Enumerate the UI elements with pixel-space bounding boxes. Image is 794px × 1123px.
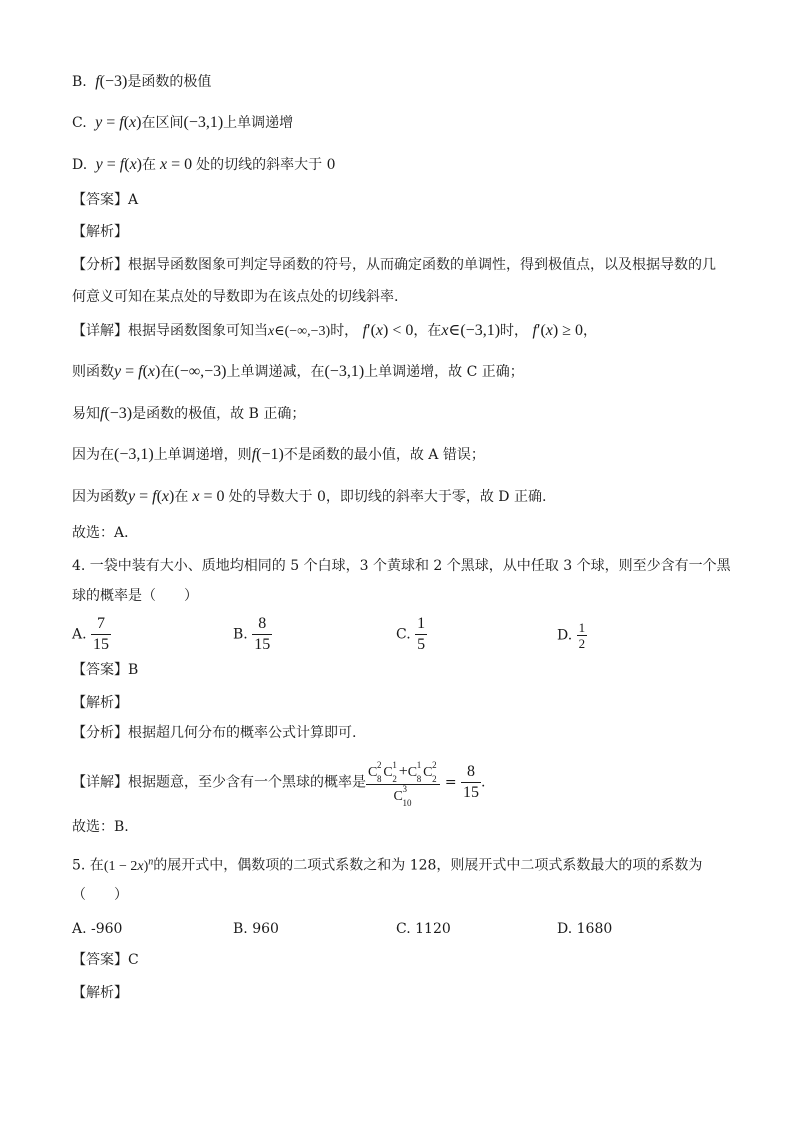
- numerator: 1: [578, 620, 586, 635]
- option-label: C.: [396, 921, 411, 937]
- analysis-label: 【解析】: [72, 695, 128, 711]
- mono-t2: 在: [160, 364, 175, 380]
- option-d-line: [72, 155, 336, 175]
- option-d-value: 0: [326, 157, 336, 173]
- math-f-neg1: f(−1): [251, 446, 284, 463]
- analysis-label: 【解析】: [72, 224, 128, 240]
- q5-option-c: [396, 919, 451, 939]
- numerator: 7: [91, 614, 111, 635]
- math-x-eq-0: x = 0: [188, 488, 225, 505]
- question-5-line2: （ ）: [72, 887, 128, 903]
- option-label: C.: [72, 115, 87, 131]
- analysis-text-line2: 何意义可知在某点处的导数即为在该点处的切线斜率.: [72, 289, 399, 305]
- denominator: 2: [578, 636, 586, 651]
- q4-option-c: [396, 614, 427, 655]
- q4-option-b: [233, 614, 272, 655]
- mono-t4: 上单调递增，故 C 正确；: [364, 364, 524, 380]
- q5-prefix: 5. 在: [72, 857, 104, 874]
- q5-option-b: [233, 919, 279, 939]
- answer-label: 【答案】B: [72, 662, 139, 678]
- option-d-text1: 在: [142, 157, 156, 173]
- option-b-line: [72, 72, 211, 92]
- choose-line-2: 故选：B.: [72, 819, 129, 835]
- option-value: 1680: [576, 921, 613, 937]
- math-y-fx: y = f(x): [128, 488, 175, 505]
- detail-2-prefix: 【详解】根据题意，至少含有一个黑球的概率是: [72, 774, 366, 791]
- numerator: 8: [252, 614, 272, 635]
- choose-line-1: 故选：A．: [72, 525, 139, 541]
- detail-mid2: ，在: [413, 323, 442, 339]
- q4-option-a: [72, 614, 111, 655]
- mono-t1: 则函数: [72, 364, 114, 380]
- fraction: [415, 614, 427, 655]
- mono-t3: 上单调递减，在: [226, 364, 325, 380]
- math-y-fx: y = f(x): [114, 363, 161, 380]
- combination: C 3 10: [393, 784, 412, 808]
- detail-mid1: 时，: [330, 323, 359, 339]
- tan-t1: 因为函数: [72, 489, 128, 505]
- math-x-in-neg3-1: x∈(−3,1): [441, 322, 501, 339]
- fraction: [252, 614, 272, 655]
- option-label: D.: [557, 627, 573, 644]
- ext-t1: 易知: [72, 406, 100, 422]
- min-t1: 因为在: [72, 447, 114, 463]
- numerator: 8: [461, 762, 481, 783]
- analysis-label: 【解析】: [72, 985, 128, 1001]
- math-fprime-lt-0: f′(x) < 0: [362, 322, 414, 339]
- option-label: A.: [72, 921, 87, 937]
- combination: C 1 8: [407, 760, 422, 784]
- question-4-line1: 4. 一袋中装有大小、质地均相同的 5 个白球，3 个黄球和 2 个黑球，从中任取 3 个球，则至少含有一个黑: [72, 558, 731, 574]
- option-value: 960: [252, 921, 279, 937]
- detail-prefix: 【详解】根据导函数图象可知当: [72, 323, 268, 339]
- monotonic-line: [72, 362, 524, 382]
- answer-label: 【答案】A: [72, 192, 139, 208]
- option-c-line: [72, 113, 293, 133]
- min-t3: 不是函数的最小值，故 A 错误；: [283, 447, 485, 463]
- option-label: A.: [72, 626, 87, 643]
- ext-t2: 是函数的极值，故 B 正确；: [132, 406, 306, 422]
- math-fprime-ge-0: f′(x) ≥ 0: [532, 322, 583, 339]
- extremum-line: [72, 404, 305, 424]
- answer-label: 【答案】C: [72, 952, 139, 968]
- option-d-text2: 处的切线的斜率大于: [196, 157, 323, 173]
- math-y-fx: y = f(x): [91, 156, 142, 173]
- math-y-fx: y = f(x): [91, 114, 142, 131]
- fraction: [577, 620, 588, 651]
- option-label: D.: [72, 157, 88, 173]
- detail-end: ，: [582, 323, 597, 339]
- question-4-line2: 球的概率是（ ）: [72, 588, 198, 604]
- option-label: B.: [72, 74, 87, 90]
- math-interval-neg3-1: (−3,1): [324, 363, 365, 380]
- math-interval-neginf: (−∞,−3): [174, 363, 227, 380]
- numerator: C 2 8 C 1 2 +C 1 8 C 2 2: [366, 757, 440, 785]
- question-5-line1: [72, 852, 702, 877]
- combination: C 2 2: [423, 760, 437, 784]
- denominator: 15: [254, 636, 271, 653]
- numerator: 1: [415, 614, 427, 635]
- analysis-text: 【分析】根据超几何分布的概率公式计算即可.: [72, 725, 357, 741]
- option-value: -960: [91, 921, 123, 937]
- option-label: B.: [233, 921, 248, 937]
- tan-t2: 在: [174, 489, 189, 505]
- option-label: C.: [396, 626, 411, 643]
- math-interval: (−3,1): [183, 114, 224, 131]
- option-value: 1120: [415, 921, 451, 937]
- math-interval-neg3-1: (−3,1): [114, 446, 154, 463]
- q5-text: 的展开式中，偶数项的二项式系数之和为 128，则展开式中二项式系数最大的项的系数为: [153, 857, 703, 874]
- q5-option-a: [72, 919, 122, 939]
- detail-line: [72, 321, 597, 342]
- denominator: 15: [93, 636, 110, 653]
- q5-option-d: [557, 919, 612, 939]
- detail-2-line: 【详解】根据题意，至少含有一个黑球的概率是 C 2 8 C 1 2 +C 1 8 C 2 2 C 3 10 = $\frac{8}{15}$ .: [72, 757, 486, 808]
- option-label: D.: [557, 921, 573, 937]
- math-f-neg3: f(−3): [91, 73, 128, 90]
- tangent-line: [72, 487, 546, 507]
- option-c-text2: 上单调递增: [223, 115, 294, 131]
- combination: C 1 2: [383, 760, 397, 784]
- min-t2: 上单调递增，则: [153, 447, 252, 463]
- detail-mid3: 时，: [500, 323, 529, 339]
- option-label: B.: [233, 626, 248, 643]
- math-x-eq-0: x = 0: [156, 156, 193, 173]
- option-c-text1: 在区间: [141, 115, 184, 131]
- combination: C 2 8: [368, 760, 382, 784]
- probability-fraction: [366, 757, 440, 808]
- tan-t3: 处的导数大于 0，即切线的斜率大于零，故 D 正确.: [228, 489, 547, 505]
- minimum-line: [72, 445, 485, 465]
- math-binomial: $(1 - 2x)^n$: [103, 856, 154, 874]
- math-x-in-neginf-neg3: x∈(−∞,−3): [268, 324, 331, 339]
- analysis-text-line1: 【分析】根据导函数图象可判定导函数的符号，从而确定函数的单调性，得到极值点，以及根据导数的几: [72, 257, 716, 273]
- math-f-neg3: f(−3): [100, 405, 133, 422]
- denominator: 15: [463, 784, 480, 801]
- result-fraction: [461, 762, 481, 803]
- q4-option-d: [557, 620, 587, 651]
- option-b-text: 是函数的极值: [127, 74, 212, 90]
- fraction: [91, 614, 111, 655]
- denominator: 5: [417, 636, 426, 653]
